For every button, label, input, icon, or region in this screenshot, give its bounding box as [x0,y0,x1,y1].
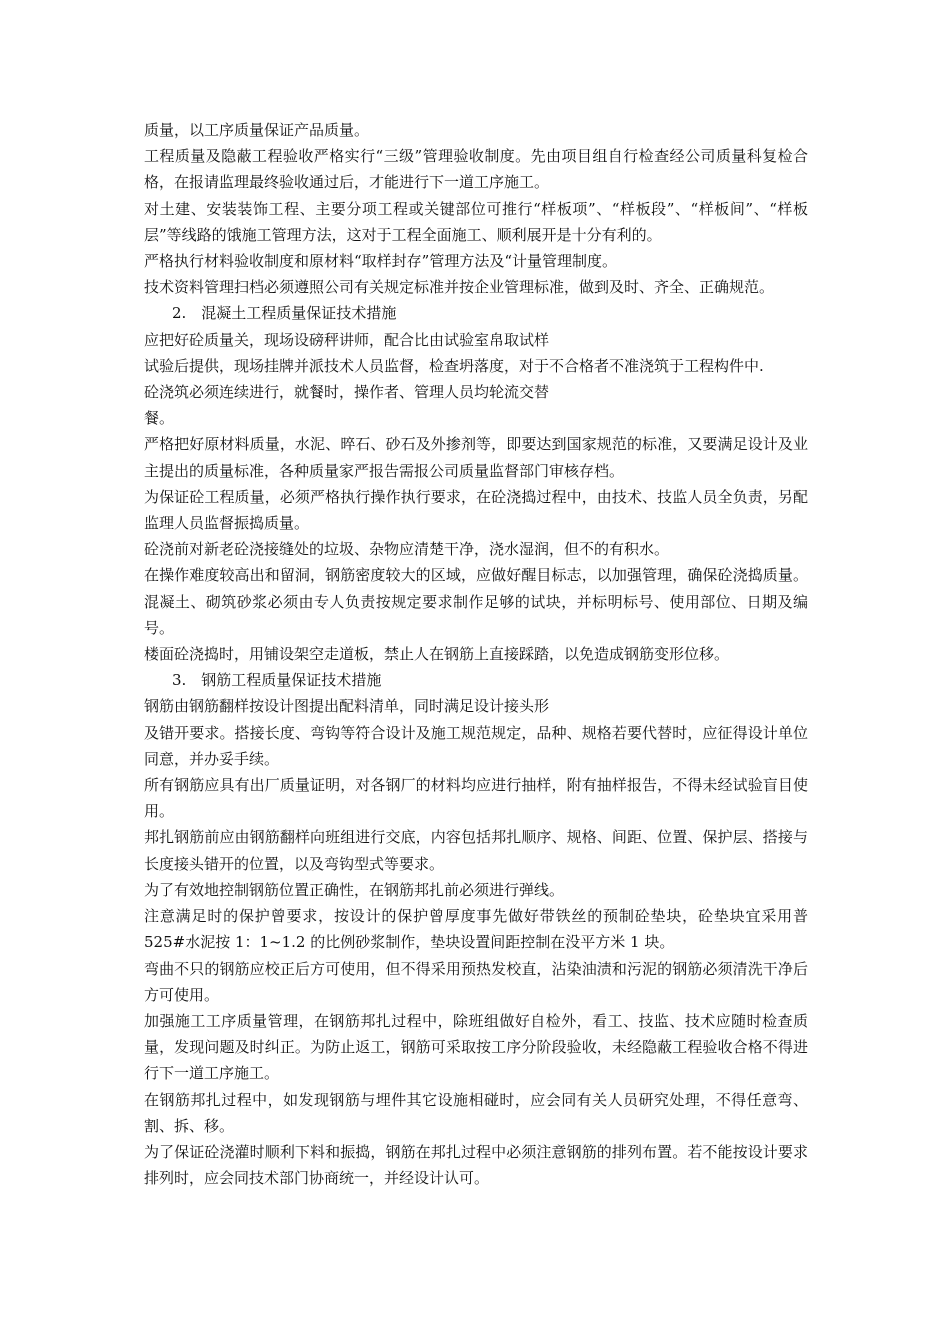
paragraph: 为保证砼工程质量，必须严格执行操作执行要求，在砼浇捣过程中，由技术、技监人员全负责，另配监理人员监督振捣质量。 [144,487,808,533]
section-heading: 3. 钢筋工程质量保证技术措施 [172,671,382,690]
paragraph: 工程质量及隐蔽工程验收严格实行“三级”管理验收制度。先由项目组自行检查经公司质量科复检合格，在报请监理最终验收通过后，才能进行下一道工序施工。 [144,147,808,192]
paragraph: 为了有效地控制钢筋位置正确性，在钢筋邦扎前必须进行弹线。 [144,880,565,899]
paragraph: 在操作难度较高出和留洞，钢筋密度较大的区域，应做好醒目标志，以加强管理，确保砼浇捣质量。混凝土、砌筑砂浆必须由专人负责按规定要求制作足够的试块，并标明标号、使用部位、日期及编号。 [144,566,808,637]
paragraph: 对土建、安装装饰工程、主要分项工程或关键部位可推行“样板项”、“样板段”、“样板间”、“样板层”等线路的饿施工管理方法，这对于工程全面施工、顺利展开是十分有利的。 [144,199,808,244]
paragraph: 及错开要求。搭接长度、弯钩等符合设计及施工规范规定，品种、规格若要代替时，应征得设计单位同意，并办妥手续。 [144,723,808,768]
document-page [144,117,808,1191]
paragraph: 质量，以工序质量保证产品质量。 [144,121,370,139]
paragraph: 应把好砼质量关，现场设磅秤讲师，配合比由试验室帛取试样 [144,330,550,349]
paragraph: 在钢筋邦扎过程中，如发现钢筋与埋件其它设施相碰时，应会同有关人员研究处理，不得任意弯、割、拆、移。 [144,1090,808,1135]
paragraph: 严格把好原材料质量，水泥、晬石、砂石及外掺剂等，即要达到国家规范的标准，又要满足设计及业主提出的质量标准，各种质量家严报告需报公司质量监督部门审核存档。 [144,435,808,480]
paragraph: 严格执行材料验收制度和原材料“取样封存”管理方法及“计量管理制度。 [144,252,618,271]
paragraph: 技术资料管理扫档必须遵照公司有关规定标准并按企业管理标准，做到及时、齐全、正确规范。 [144,278,775,297]
paragraph: 试验后提供，现场挂牌并派技术人员监督，检查坍落度，对于不合格者不准浇筑于工程构件中. [144,356,764,375]
paragraph: 邦扎钢筋前应由钢筋翻样向班组进行交底，内容包括邦扎顺序、规格、间距、位置、保护层、搭接与长度接头错开的位置，以及弯钩型式等要求。 [144,828,808,873]
paragraph: 所有钢筋应具有出厂质量证明，对各钢厂的材料均应进行抽样，附有抽样报告，不得未经试验盲目使用。 [144,776,808,821]
paragraph: 砼浇筑必须连续进行，就餐时，操作者、管理人员均轮流交替 [144,383,550,402]
paragraph: 加强施工工序质量管理，在钢筋邦扎过程中，除班组做好自检外，看工、技监、技术应随时检查质量，发现问题及时纠正。为防止返工，钢筋可采取按工序分阶段验收，未经隐蔽工程验收合格不得进行下一道工序施工。 [144,1011,808,1083]
paragraph: 为了保证砼浇灌时顺利下料和振捣，钢筋在邦扎过程中必须注意钢筋的排列布置。若不能按设计要求排列时，应会同技术部门协商统一，并经设计认可。 [144,1142,808,1188]
paragraph: 注意满足时的保护曾要求，按设计的保护曾厚度事先做好带铁丝的预制砼垫块，砼垫块宜采用普 525#水泥按 1：1~1.2 的比例砂浆制作，垫块设置间距控制在没平方米 1 块。 [144,907,808,952]
paragraph: 餐。 [144,409,175,428]
paragraph: 钢筋由钢筋翻样按设计图提出配料清单，同时满足设计接头形 [144,697,550,716]
section-heading: 2. 混凝土工程质量保证技术措施 [172,304,397,323]
paragraph: 砼浇前对新老砼浇接缝处的垃圾、杂物应清楚干净，浇水湿润，但不的有积水。 [144,540,670,559]
paragraph: 弯曲不只的钢筋应校正后方可使用，但不得采用预热发校直，沾染油渍和污泥的钢筋必须清洗干净后方可使用。 [144,959,808,1004]
paragraph: 楼面砼浇捣时，用铺设架空走道板，禁止人在钢筋上直接踩踏，以免造成钢筋变形位移。 [144,645,730,664]
